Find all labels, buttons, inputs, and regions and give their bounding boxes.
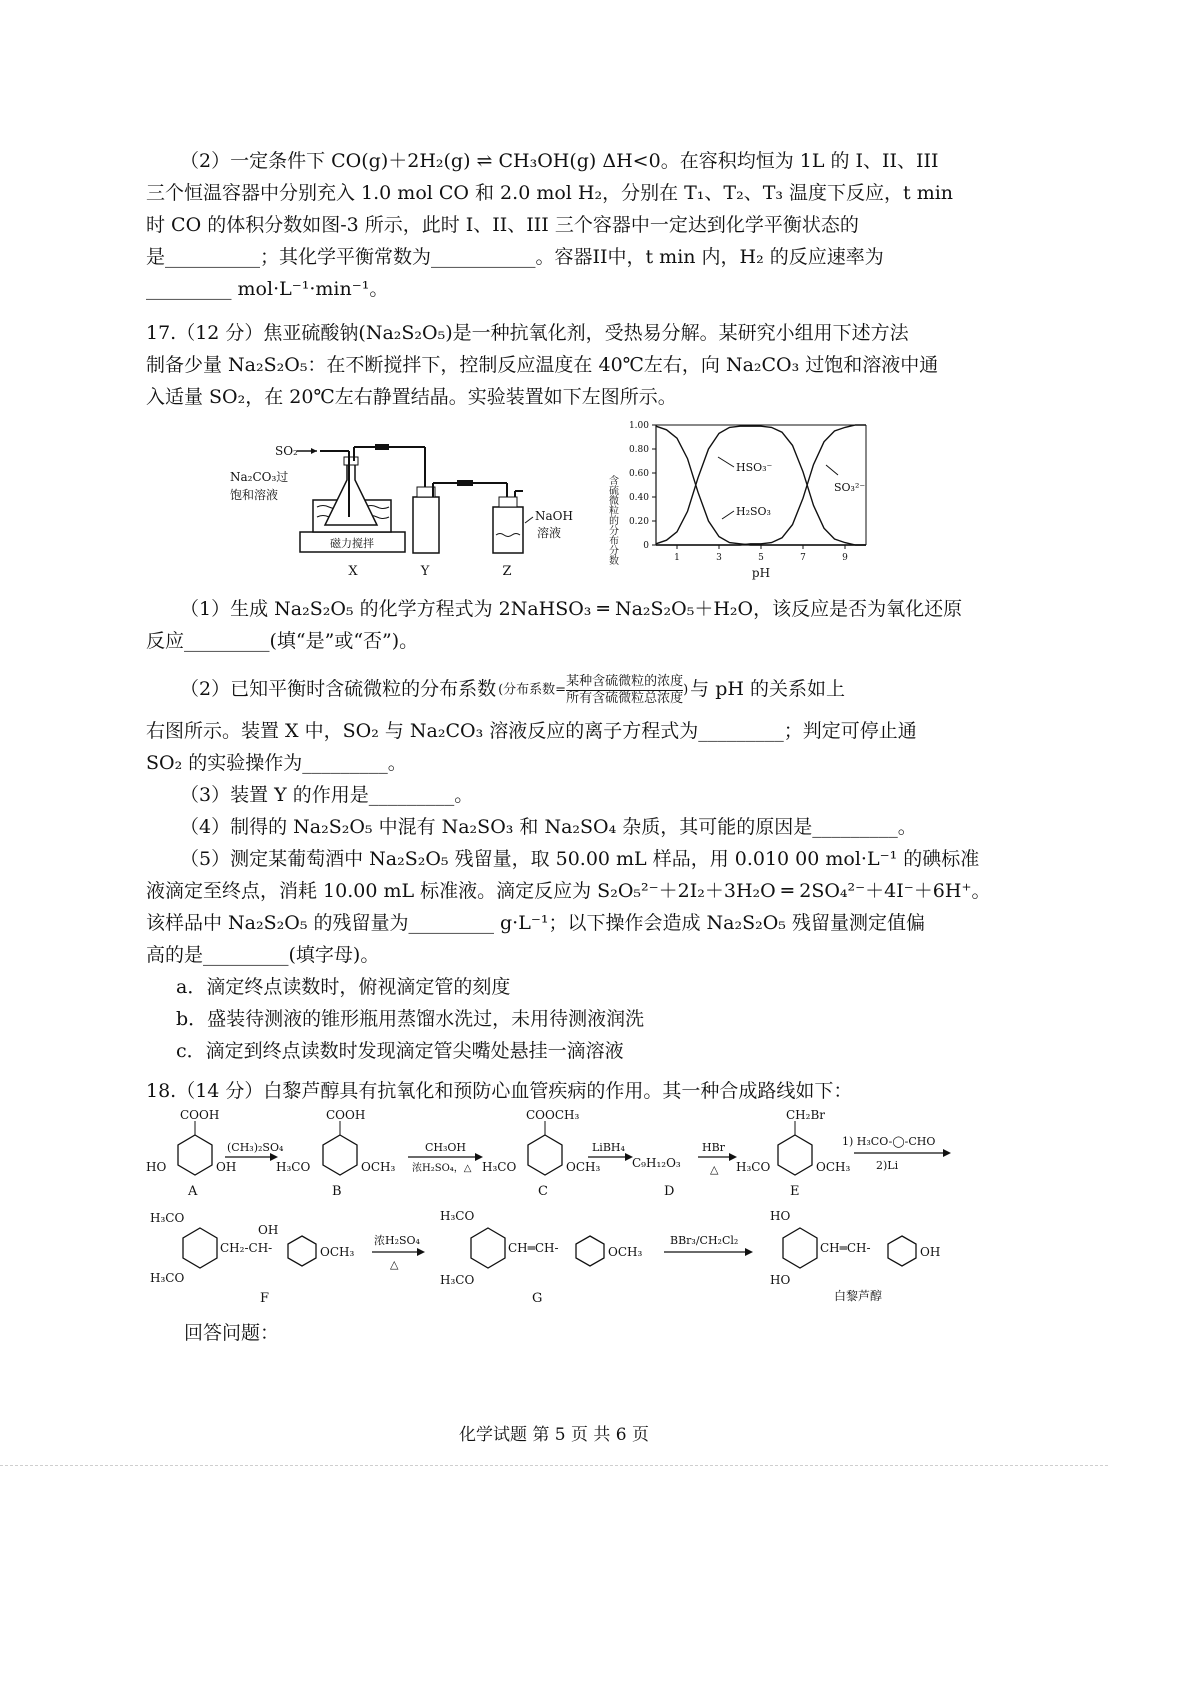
reagent-6: 浓H₂SO₄ [374, 1234, 420, 1247]
series-label-so3: SO₃²⁻ [834, 481, 866, 494]
compound-g [440, 1209, 642, 1306]
compound-g-right: OCH₃ [608, 1245, 643, 1259]
apparatus-solution-label-1: Na₂CO₃过 [230, 470, 289, 484]
q17-intro-line1: 17.（12 分）焦亚硫酸钠(Na₂S₂O₅)是一种抗氧化剂，受热易分解。某研究小组用下述方法 [146, 322, 909, 344]
stirrer-label: 磁力搅拌 [330, 537, 374, 550]
compound-e-right: OCH₃ [816, 1160, 851, 1174]
reagent-2-top: CH₃OH [425, 1141, 467, 1154]
bottle-z [493, 507, 523, 553]
q17-5-line2: 液滴定至终点，消耗 10.00 mL 标准液。滴定反应为 S₂O₅²⁻＋2I₂＋3H₂O ═ 2SO₄²⁻＋4I⁻＋6H⁺。 [146, 880, 991, 902]
reagent-5-step2: 2)Li [876, 1159, 899, 1172]
y-tick-label: 0.40 [628, 493, 649, 503]
x-tick-label: 3 [716, 553, 722, 563]
compound-resveratrol [770, 1209, 940, 1303]
q17-intro-line2: 制备少量 Na₂S₂O₅：在不断搅拌下，控制反应温度在 40℃左右，向 Na₂CO₃ 过饱和溶液中通 [146, 354, 939, 376]
resveratrol-bottom: HO [770, 1273, 791, 1287]
compound-b-label: B [332, 1184, 342, 1199]
y-tick-label: 0.60 [628, 469, 649, 479]
q16-2-line1: （2）一定条件下 CO(g)＋2H₂(g) ⇌ CH₃OH(g) ΔH<0。在容积均恒为 1L 的 I、II、III [180, 150, 939, 172]
distribution-chart [600, 415, 890, 585]
compound-f [150, 1211, 354, 1306]
compound-g-label: G [532, 1291, 543, 1306]
q17-3-line: （3）装置 Y 的作用是_________。 [180, 784, 474, 806]
compound-e-top: CH₂Br [786, 1108, 826, 1122]
reagent-2-bottom: 浓H₂SO₄，△ [412, 1163, 472, 1174]
label-z: Z [502, 564, 512, 579]
compound-f-bottom: H₃CO [150, 1271, 185, 1285]
reagent-6-heat: △ [390, 1258, 399, 1271]
q17-option-a: a．滴定终点读数时，俯视滴定管的刻度 [176, 976, 511, 998]
apparatus-figure [225, 425, 585, 585]
q17-2-suffix: 与 pH 的关系如上 [690, 678, 845, 701]
y-tick-label: 1.00 [628, 421, 649, 431]
compound-c-right: OCH₃ [566, 1160, 601, 1174]
formula-open: (分布系数= [498, 682, 567, 698]
compound-c-label: C [538, 1184, 548, 1199]
q17-1-line1: （1）生成 Na₂S₂O₅ 的化学方程式为 2NaHSO₃ ═ Na₂S₂O₅＋H₂O，该反应是否为氧化还原 [180, 598, 963, 620]
q17-4-line: （4）制得的 Na₂S₂O₅ 中混有 Na₂SO₃ 和 Na₂SO₄ 杂质，其可能的原因是_________。 [180, 816, 917, 838]
q17-2-line1 [180, 674, 845, 706]
compound-c-top: COOCH₃ [526, 1108, 580, 1122]
q17-option-c: c．滴定到终点读数时发现滴定管尖嘴处悬挂一滴溶液 [176, 1040, 624, 1062]
reagent-1: (CH₃)₂SO₄ [227, 1141, 284, 1154]
synthesis-route-row2 [140, 1200, 970, 1310]
compound-d-formula: C₉H₁₂O₃ [632, 1156, 681, 1170]
q17-2-line2: 右图所示。装置 X 中，SO₂ 与 Na₂CO₃ 溶液反应的离子方程式为_________；判定可停止通 [146, 720, 917, 742]
naoh-label: NaOH [535, 509, 573, 523]
compound-b-top: COOH [326, 1108, 366, 1122]
compound-f-label: F [260, 1291, 270, 1306]
compound-f-oh: OH [258, 1223, 279, 1237]
q17-2-prefix: （2）已知平衡时含硫微粒的分布系数 [180, 678, 497, 701]
series-label-hso3: HSO₃⁻ [736, 461, 773, 474]
distribution-coefficient-formula [498, 674, 688, 706]
apparatus-solution-label-2: 饱和溶液 [230, 488, 279, 502]
answer-prompt: 回答问题： [184, 1322, 280, 1344]
resveratrol-mid: CH═CH- [820, 1241, 871, 1255]
compound-a [146, 1108, 236, 1199]
synthesis-route-row1 [140, 1105, 970, 1205]
reagent-3: LiBH₄ [592, 1141, 625, 1154]
y-tick-label: 0 [643, 541, 649, 551]
series-label-h2so3: H₂SO₃ [736, 505, 771, 518]
reagent-7: BBr₃/CH₂Cl₂ [670, 1234, 739, 1247]
bottom-divider [0, 1465, 1108, 1466]
q17-2-line3: SO₂ 的实验操作为_________。 [146, 752, 407, 774]
q16-2-line3: 时 CO 的体积分数如图-3 所示，此时 I、II、III 三个容器中一定达到化学平衡状态的 [146, 214, 859, 236]
compound-f-right: OCH₃ [320, 1245, 355, 1259]
resveratrol-top: HO [770, 1209, 791, 1223]
x-tick-label: 9 [842, 553, 848, 563]
apparatus-so2-label: SO₂ [275, 444, 298, 458]
label-y: Y [420, 564, 430, 579]
compound-f-top: H₃CO [150, 1211, 185, 1225]
resveratrol-label: 白黎芦醇 [834, 1289, 883, 1303]
formula-denominator: 所有含硫微粒总浓度 [566, 690, 684, 706]
q17-intro-line3: 入适量 SO₂，在 20℃左右静置结晶。实验装置如下左图所示。 [146, 386, 677, 408]
compound-e-left: H₃CO [736, 1160, 771, 1174]
reagent-5-step1: 1) H₃CO-◯-CHO [842, 1135, 936, 1148]
compound-e-label: E [790, 1184, 800, 1199]
compound-c-left: H₃CO [482, 1160, 517, 1174]
x-tick-label: 5 [758, 553, 764, 563]
compound-g-bottom: H₃CO [440, 1273, 475, 1287]
compound-d-label: D [664, 1184, 675, 1199]
chart-ylabel: 含硫微粒的分布分数 [606, 475, 618, 565]
reagent-4-heat: △ [710, 1163, 719, 1176]
x-tick-label: 1 [674, 553, 680, 563]
y-tick-label: 0.80 [628, 445, 649, 455]
flask-x [325, 463, 377, 525]
q17-5-line3: 该样品中 Na₂S₂O₅ 的残留量为_________ g·L⁻¹；以下操作会造成 Na₂S₂O₅ 残留量测定值偏 [146, 912, 925, 934]
compound-a-label: A [188, 1184, 198, 1199]
compound-e [736, 1108, 850, 1199]
label-x: X [348, 564, 358, 579]
compound-f-mid: CH₂-CH- [220, 1241, 273, 1255]
compound-b [276, 1108, 395, 1199]
q17-1-line2: 反应_________(填“是”或“否”)。 [146, 630, 419, 652]
q17-5-line4: 高的是_________(填字母)。 [146, 944, 380, 966]
compound-a-right: OH [216, 1160, 237, 1174]
q18-intro: 18.（14 分）白黎芦醇具有抗氧化和预防心血管疾病的作用。其一种合成路线如下： [146, 1080, 853, 1102]
naoh-solution-label: 溶液 [537, 526, 562, 540]
formula-close: ) [683, 682, 689, 698]
page-footer: 化学试题 第 5 页 共 6 页 [458, 1425, 650, 1445]
q17-option-b: b．盛装待测液的锥形瓶用蒸馏水洗过，未用待测液润洗 [176, 1008, 645, 1030]
compound-g-mid: CH═CH- [508, 1241, 559, 1255]
reagent-4: HBr [702, 1141, 725, 1154]
q16-2-line2: 三个恒温容器中分别充入 1.0 mol CO 和 2.0 mol H₂，分别在 T₁、T₂、T₃ 温度下反应，t min [146, 182, 954, 204]
compound-a-top: COOH [180, 1108, 220, 1122]
formula-numerator: 某种含硫微粒的浓度 [566, 674, 684, 689]
compound-b-left: H₃CO [276, 1160, 311, 1174]
y-tick-label: 0.20 [628, 517, 649, 527]
compound-c [482, 1108, 600, 1199]
resveratrol-right: OH [920, 1245, 941, 1259]
compound-g-top: H₃CO [440, 1209, 475, 1223]
x-tick-label: 7 [800, 553, 806, 563]
compound-a-left: HO [146, 1160, 167, 1174]
compound-b-right: OCH₃ [361, 1160, 396, 1174]
chart-xlabel: pH [751, 566, 771, 580]
q16-2-line5: _________ mol·L⁻¹·min⁻¹。 [146, 278, 389, 300]
q17-5-line1: （5）测定某葡萄酒中 Na₂S₂O₅ 残留量，取 50.00 mL 样品，用 0.010 00 mol·L⁻¹ 的碘标准 [180, 848, 980, 870]
bottle-y [413, 497, 439, 553]
q16-2-line4: 是__________；其化学平衡常数为___________。容器II中，t min 内，H₂ 的反应速率为 [146, 246, 884, 268]
